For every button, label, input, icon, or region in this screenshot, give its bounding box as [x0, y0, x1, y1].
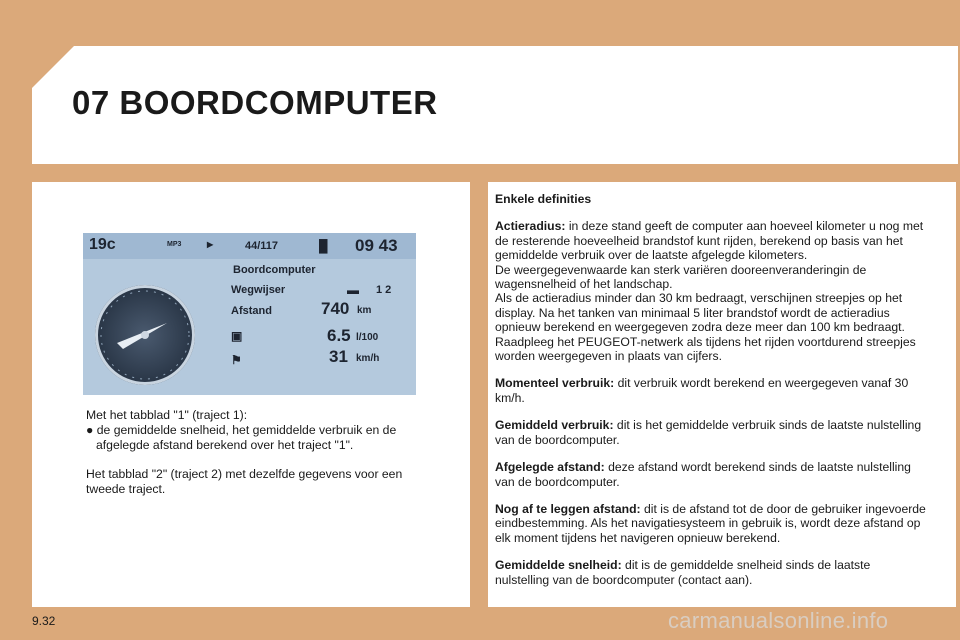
page-number: 9.32 [32, 614, 56, 628]
trip1-intro: Met het tabblad "1" (traject 1): [86, 408, 248, 422]
source-label: MP3 [167, 241, 182, 248]
consumption-value: 6.5 [327, 326, 351, 345]
definition-term: Actieradius: [495, 219, 566, 234]
definition-term: Gemiddelde snelheid: [495, 558, 622, 573]
clock-readout: 09 43 [355, 236, 398, 255]
trip2-paragraph: Het tabblad "2" (traject 2) met dezelfde gegevens voor een tweede traject. [86, 467, 403, 496]
display-screenshot [83, 233, 416, 395]
definition-term: Afgelegde afstand: [495, 460, 605, 475]
definition-term: Gemiddeld verbruik: [495, 418, 614, 433]
left-description [86, 408, 426, 511]
page-title: 07 BOORDCOMPUTER [72, 84, 438, 121]
gauge-dial-icon [95, 285, 195, 385]
definition-actieradius [495, 219, 927, 363]
definition-text: dit is het gemiddelde verbruik sinds de laatste nulstelling van de boordcomputer. [495, 418, 922, 447]
definition-text: in deze stand geeft de computer aan hoeveel kilometer u nog met de resterende hoeveelheid brandstof kunt rijden, berekend op basis van het gemiddelde verbruik over de laatste afgelegde kilometers. [495, 219, 924, 263]
speed-unit: km/h [356, 353, 380, 364]
definition-text: Als de actieradius minder dan 30 km bedraagt, verschijnen streepjes op het display. Na het tanken van minimaal 5 liter brandstof wordt de actieradius opnieuw berekend en weergegeven zodra deze meer dan 100 km bedraagt. Raadpleeg het PEUGEOT-netwerk als tijdens het rijden voortdurend streepjes worden weergegeven in plaats van cijfers. [495, 291, 916, 364]
wegwijser-label: Wegwijser [231, 284, 286, 296]
definition-text: deze afstand wordt berekend sinds de laatste nulstelling van de boordcomputer. [495, 460, 911, 489]
speed-value: 31 [329, 347, 348, 366]
definition-gemiddelde-snelheid [495, 558, 927, 587]
signal-icon: █ [319, 239, 328, 253]
range-unit: km [357, 305, 372, 316]
definition-text: dit is de gemiddelde snelheid sinds de laatste nulstelling van de boordcomputer (contact aan). [495, 558, 871, 587]
definition-text: De weergegevenwaarde kan sterk variëren dooreenveranderingin de wagensnelheid of het landschap. [495, 262, 867, 292]
definition-term: Nog af te leggen afstand: [495, 501, 641, 516]
definition-nog-af-te-leggen [495, 502, 927, 545]
fuel-pump-icon: ▣ [231, 329, 243, 343]
definition-gemiddeld-verbruik [495, 418, 927, 447]
definition-term: Momenteel verbruik: [495, 376, 615, 391]
consumption-unit: l/100 [356, 332, 379, 343]
definition-momenteel-verbruik [495, 376, 927, 405]
finish-flag-icon: ⚑ [231, 353, 242, 367]
car-icon: ▬ [347, 283, 359, 297]
temperature-readout: 19c [89, 236, 116, 253]
definition-text: dit verbruik wordt berekend en weergegeven vanaf 30 km/h. [495, 376, 909, 405]
definition-afgelegde-afstand [495, 460, 927, 489]
definition-text: dit is de afstand tot de door de gebruiker ingevoerde eindbestemming. Als het navigatiesysteem in gebruik is, wordt deze afstand op elk moment tijdens het navigeren opnieuw berekend. [495, 501, 926, 545]
trip1-bullet: ● de gemiddelde snelheid, het gemiddelde verbruik en de afgelegde afstand berekend over het traject "1". [86, 423, 397, 452]
track-counter: 44/117 [245, 240, 279, 252]
play-icon: ▶ [207, 240, 214, 249]
menu-title: Boordcomputer [233, 264, 316, 276]
afstand-label: Afstand [231, 305, 272, 317]
trip-tabs: 1 2 [376, 284, 392, 296]
range-value: 740 [321, 299, 350, 318]
definitions-heading: Enkele definities [495, 192, 592, 206]
watermark: carmanualsonline.info [668, 608, 889, 633]
definitions-section [495, 192, 927, 600]
